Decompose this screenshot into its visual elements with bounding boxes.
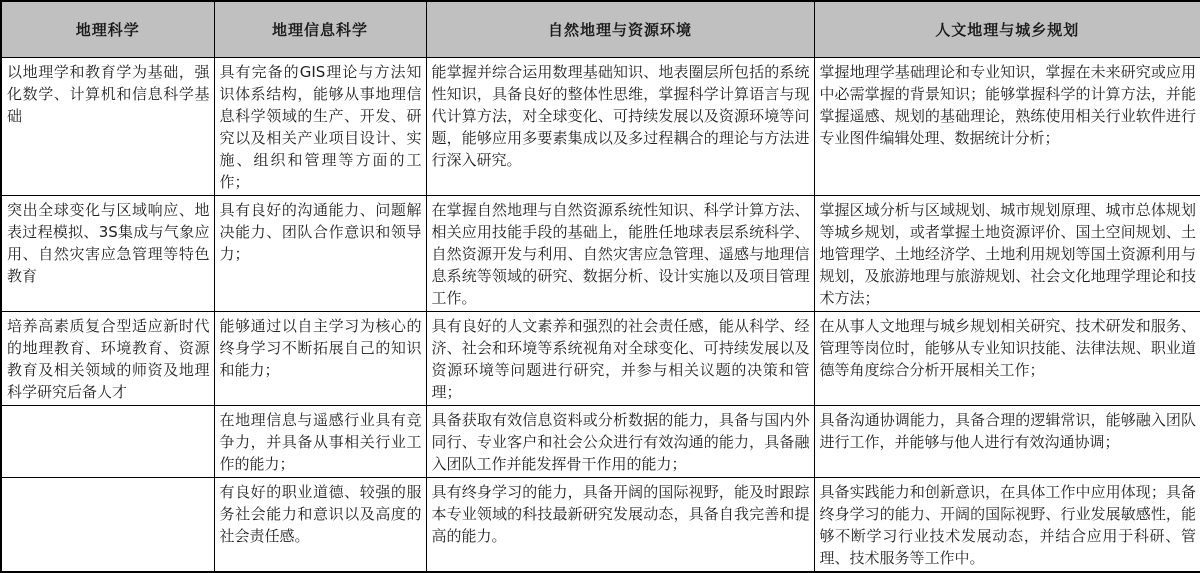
table-cell: 掌握地理学基础理论和专业知识，掌握在未来研究或应用中必需掌握的背景知识；能够掌握科学的计算方法，并能掌握遥感、规划的基础理论，熟练使用相关行业软件进行专业图件编辑处理、数据统计分析； [814, 57, 1200, 195]
table-cell: 培养高素质复合型适应新时代的地理教育、环境教育、资源教育及相关领域的师资及地理科学研究后备人才 [1, 311, 214, 405]
table-cell: 具备获取有效信息资料或分析数据的能力，具备与国内外同行、专业客户和社会公众进行有效沟通的能力，具备融入团队工作并能发挥骨干作用的能力； [426, 405, 814, 477]
table-row [1, 57, 1200, 195]
table-cell-empty [1, 477, 214, 572]
table-cell: 在从事人文地理与城乡规划相关研究、技术研发和服务、管理等岗位时，能够从专业知识技能、法律法规、职业道德等角度综合分析开展相关工作； [814, 311, 1200, 405]
table-row [1, 195, 1200, 311]
table-cell: 具有完备的GIS理论与方法知识体系结构，能够从事地理信息科学领域的生产、开发、研究以及相关产业项目设计、实施、组织和管理等方面的工作； [214, 57, 426, 195]
column-header-gis: 地理信息科学 [214, 1, 426, 57]
table-row [1, 311, 1200, 405]
table-cell: 以地理学和教育学为基础，强化数学、计算机和信息科学基础 [1, 57, 214, 195]
header-row [1, 1, 1200, 57]
table-cell: 能掌握并综合运用数理基础知识、地表圈层所包括的系统性知识，具备良好的整体性思维，掌握科学计算语言与现代计算方法，对全球变化、可持续发展以及资源环境等问题，能够应用多要素集成以及多过程耦合的理论与方法进行深入研究。 [426, 57, 814, 195]
column-header-geography-science: 地理科学 [1, 1, 214, 57]
table-cell: 能够通过以自主学习为核心的终身学习不断拓展自己的知识和能力； [214, 311, 426, 405]
table-cell: 具有终身学习的能力，具备开阔的国际视野，能及时跟踪本专业领域的科技最新研究发展动态，具备自我完善和提高的能力。 [426, 477, 814, 572]
table-cell: 在掌握自然地理与自然资源系统性知识、科学计算方法、相关应用技能手段的基础上，能胜任地球表层系统科学、自然资源开发与利用、自然灾害应急管理、遥感与地理信息系统等领域的研究、数据分析、设计实施以及项目管理工作。 [426, 195, 814, 311]
table-row [1, 405, 1200, 477]
table-cell: 掌握区域分析与区域规划、城市规划原理、城市总体规划等城乡规划，或者掌握土地资源评价、国土空间规划、土地管理学、土地经济学、土地利用规划等国土资源利用与规划，及旅游地理与旅游规划、社会文化地理学理论和技术方法； [814, 195, 1200, 311]
table-cell-empty [1, 405, 214, 477]
column-header-physical-geography: 自然地理与资源环境 [426, 1, 814, 57]
table-cell: 有良好的职业道德、较强的服务社会能力和意识以及高度的社会责任感。 [214, 477, 426, 572]
table-cell: 突出全球变化与区域响应、地表过程模拟、3S集成与气象应用、自然灾害应急管理等特色教育 [1, 195, 214, 311]
column-header-human-geography: 人文地理与城乡规划 [814, 1, 1200, 57]
table-cell: 具备实践能力和创新意识，在具体工作中应用体现；具备终身学习的能力、开阔的国际视野、行业发展敏感性，能够不断学习行业技术发展动态，并结合应用于科研、管理、技术服务等工作中。 [814, 477, 1200, 572]
table-cell: 在地理信息与遥感行业具有竞争力，并具备从事相关行业工作的能力； [214, 405, 426, 477]
table-row [1, 477, 1200, 572]
table-cell: 具备沟通协调能力，具备合理的逻辑常识，能够融入团队进行工作，并能够与他人进行有效沟通协调； [814, 405, 1200, 477]
table-cell: 具有良好的沟通能力、问题解决能力、团队合作意识和领导力； [214, 195, 426, 311]
table-cell: 具有良好的人文素养和强烈的社会责任感，能从科学、经济、社会和环境等系统视角对全球变化、可持续发展以及资源环境等问题进行研究，并参与相关议题的决策和管理； [426, 311, 814, 405]
